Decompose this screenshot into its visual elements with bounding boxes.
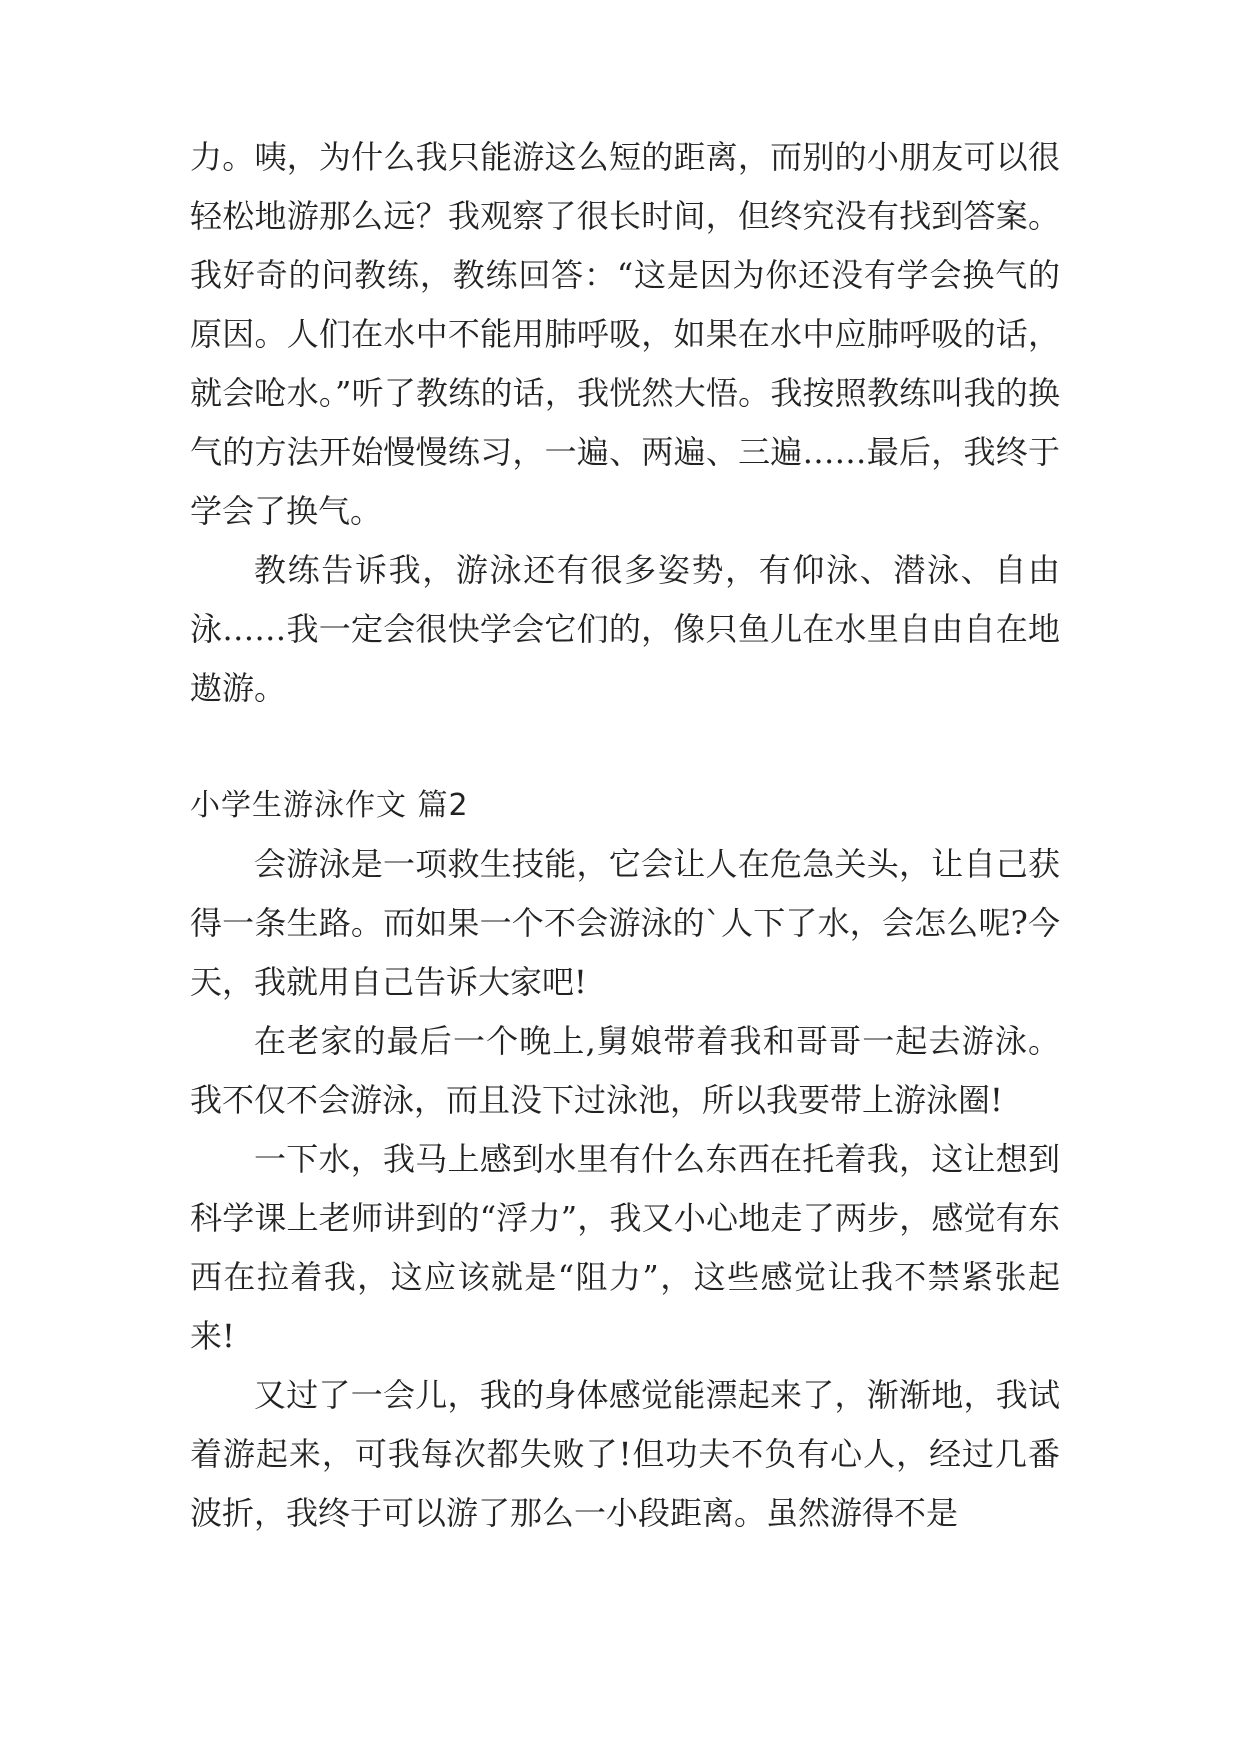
paragraph: 又过了一会儿，我的身体感觉能漂起来了，渐渐地，我试着游起来，可我每次都失败了!但功夫不负有心人，经过几番波折，我终于可以游了那么一小段距离。虽然游得不是 bbox=[190, 1376, 1060, 1532]
paragraph: 教练告诉我，游泳还有很多姿势，有仰泳、潜泳、自由泳……我一定会很快学会它们的，像只鱼儿在水里自由自在地遨游。 bbox=[190, 551, 1060, 707]
section-heading: 小学生游泳作文 篇2 bbox=[190, 788, 469, 823]
paragraph: 力。咦，为什么我只能游这么短的距离，而别的小朋友可以很轻松地游那么远？我观察了很长时间，但终究没有找到答案。我好奇的问教练，教练回答：“这是因为你还没有学会换气的原因。人们在水中不能用肺呼吸，如果在水中应肺呼吸的话，就会呛水。”听了教练的话，我恍然大悟。我按照教练叫我的换气的方法开始慢慢练习，一遍、两遍、三遍……最后，我终于学会了换气。 bbox=[190, 138, 1060, 530]
paragraph: 在老家的最后一个晚上,舅娘带着我和哥哥一起去游泳。我不仅不会游泳，而且没下过泳池，所以我要带上游泳圈! bbox=[190, 1022, 1060, 1119]
paragraph: 一下水，我马上感到水里有什么东西在托着我，这让想到科学课上老师讲到的“浮力”，我又小心地走了两步，感觉有东西在拉着我，这应该就是“阻力”，这些感觉让我不禁紧张起来! bbox=[190, 1140, 1060, 1355]
document-page bbox=[190, 128, 1060, 1543]
paragraph: 会游泳是一项救生技能，它会让人在危急关头，让自己获得一条生路。而如果一个不会游泳的`人下了水，会怎么呢?今天，我就用自己告诉大家吧! bbox=[190, 845, 1060, 1001]
